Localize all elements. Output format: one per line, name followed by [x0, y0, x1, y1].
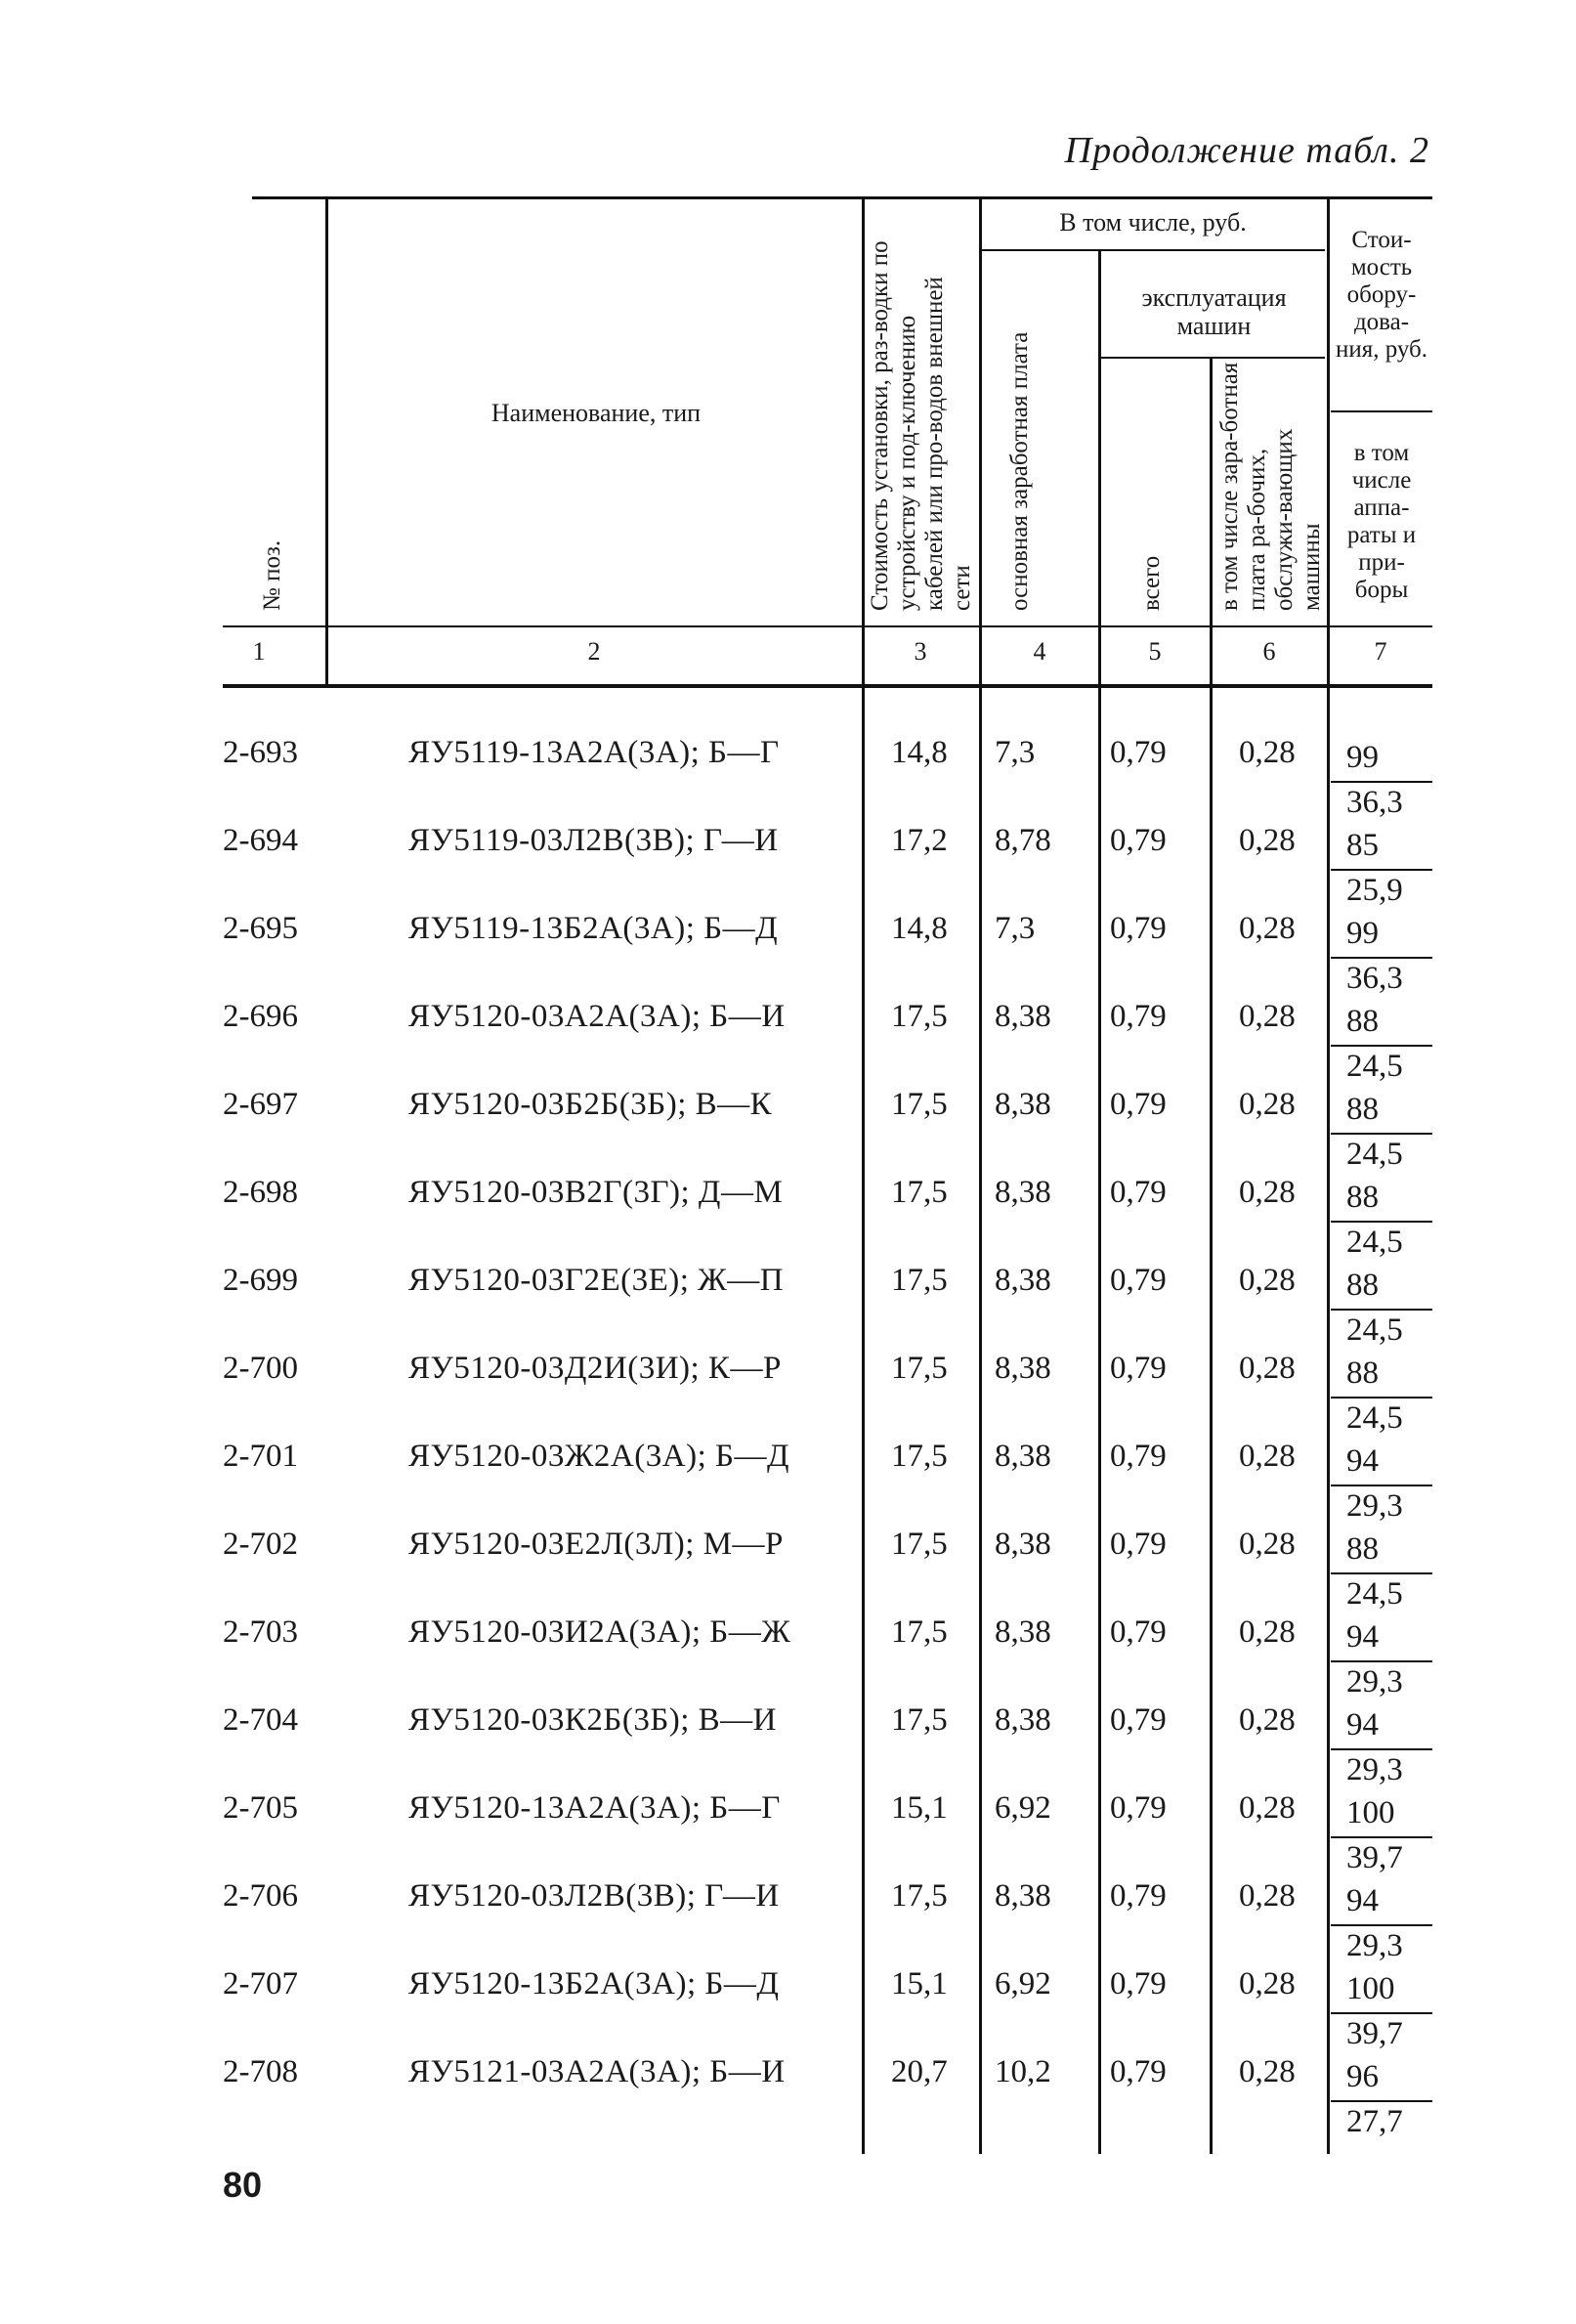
row-8-pos: 2-700 [223, 1351, 298, 1386]
row-6-equipment: 88 [1346, 1180, 1379, 1215]
col-divider-5 [1210, 357, 1213, 2154]
row-1-name: ЯУ5119-13А2А(3А); Б—Г [408, 735, 780, 770]
row-5-machine-salary: 0,28 [1239, 1087, 1296, 1122]
row-3-machine-total: 0,79 [1110, 911, 1167, 946]
row-12-installation: 17,5 [891, 1702, 948, 1738]
row-2-equipment-divider [1331, 869, 1432, 871]
row-1-salary: 7,3 [995, 735, 1036, 770]
header-name: Наименование, тип [490, 399, 702, 427]
row-15-machine-total: 0,79 [1110, 1966, 1167, 2001]
row-4-name: ЯУ5120-03А2А(3А); Б—И [408, 999, 786, 1034]
row-13-machine-salary: 0,28 [1239, 1790, 1296, 1826]
header-pos: № поз. [259, 539, 285, 611]
col-divider-2 [862, 199, 865, 2154]
row-6-pos: 2-698 [223, 1175, 298, 1210]
row-4-equipment-divider [1331, 1045, 1432, 1047]
row-8-devices: 24,5 [1346, 1400, 1403, 1436]
col-number-5: 5 [1148, 637, 1162, 666]
row-5-installation: 17,5 [891, 1087, 948, 1122]
row-14-equipment: 94 [1346, 1883, 1379, 1918]
row-10-devices: 24,5 [1346, 1576, 1403, 1612]
row-14-machine-salary: 0,28 [1239, 1878, 1296, 1914]
row-12-equipment-divider [1331, 1748, 1432, 1750]
row-11-equipment-divider [1331, 1660, 1432, 1662]
row-7-machine-salary: 0,28 [1239, 1263, 1296, 1298]
row-10-salary: 8,38 [995, 1527, 1051, 1562]
row-11-installation: 17,5 [891, 1614, 948, 1650]
header-subgroup: эксплуатация машин [1141, 283, 1287, 341]
row-4-pos: 2-696 [223, 999, 298, 1034]
row-11-name: ЯУ5120-03И2А(3А); Б—Ж [408, 1614, 791, 1650]
row-13-salary: 6,92 [995, 1790, 1051, 1826]
row-4-salary: 8,38 [995, 999, 1051, 1034]
row-13-name: ЯУ5120-13А2А(3А); Б—Г [408, 1790, 781, 1826]
row-10-pos: 2-702 [223, 1527, 298, 1562]
row-14-installation: 17,5 [891, 1878, 948, 1914]
header-equipment-cost: Стои-мость обору-дова-ния, руб. [1335, 227, 1428, 363]
row-2-name: ЯУ5119-03Л2В(3В); Г—И [408, 823, 779, 858]
row-11-machine-salary: 0,28 [1239, 1614, 1296, 1650]
row-13-equipment: 100 [1346, 1795, 1395, 1830]
row-9-equipment: 94 [1346, 1443, 1379, 1479]
header-basic-salary [1006, 288, 1034, 611]
row-7-devices: 24,5 [1346, 1313, 1403, 1348]
row-7-salary: 8,38 [995, 1263, 1051, 1298]
row-16-installation: 20,7 [891, 2054, 948, 2089]
row-8-machine-salary: 0,28 [1239, 1351, 1296, 1386]
row-13-machine-total: 0,79 [1110, 1790, 1167, 1826]
row-7-name: ЯУ5120-03Г2Е(3Е); Ж—П [408, 1263, 785, 1298]
header-group: В том числе, руб. [1059, 208, 1247, 237]
row-14-equipment-divider [1331, 1924, 1432, 1926]
row-5-devices: 24,5 [1346, 1137, 1403, 1172]
row-5-salary: 8,38 [995, 1087, 1051, 1122]
col-divider-4 [1098, 251, 1101, 2154]
row-8-name: ЯУ5120-03Д2И(3И); К—Р [408, 1351, 782, 1386]
row-16-equipment-divider [1331, 2100, 1432, 2102]
row-14-name: ЯУ5120-03Л2В(3В); Г—И [408, 1878, 780, 1914]
row-12-salary: 8,38 [995, 1702, 1051, 1738]
row-8-equipment-divider [1331, 1397, 1432, 1399]
row-5-machine-total: 0,79 [1110, 1087, 1167, 1122]
row-6-name: ЯУ5120-03В2Г(3Г); Д—М [408, 1175, 784, 1210]
row-4-machine-salary: 0,28 [1239, 999, 1296, 1034]
table-caption: Продолжение табл. 2 [1064, 130, 1429, 171]
row-8-machine-total: 0,79 [1110, 1351, 1167, 1386]
row-1-installation: 14,8 [891, 735, 948, 770]
col-number-6: 6 [1262, 637, 1276, 666]
row-3-salary: 7,3 [995, 911, 1036, 946]
row-6-machine-total: 0,79 [1110, 1175, 1167, 1210]
row-2-equipment: 85 [1346, 828, 1379, 863]
header-bottom-rule [223, 625, 1432, 627]
col-divider-3 [979, 199, 982, 2154]
row-10-equipment-divider [1331, 1572, 1432, 1574]
group-rule [981, 249, 1325, 251]
row-2-devices: 25,9 [1346, 873, 1403, 908]
row-7-pos: 2-699 [223, 1263, 298, 1298]
row-3-machine-salary: 0,28 [1239, 911, 1296, 946]
header-machine-salary [1216, 362, 1326, 611]
row-2-salary: 8,78 [995, 823, 1051, 858]
row-11-devices: 29,3 [1346, 1664, 1403, 1700]
row-2-machine-salary: 0,28 [1239, 823, 1296, 858]
row-10-machine-total: 0,79 [1110, 1527, 1167, 1562]
row-3-pos: 2-695 [223, 911, 298, 946]
header-installation-cost-text: Стоимость установки, раз-водки по устройству и под-ключению кабелей или про-водов внешней сети [867, 240, 975, 611]
row-12-name: ЯУ5120-03К2Б(3Б); В—И [408, 1702, 778, 1738]
header-basic-salary-text: основная заработная плата [1006, 331, 1033, 611]
row-7-installation: 17,5 [891, 1263, 948, 1298]
row-1-machine-salary: 0,28 [1239, 735, 1296, 770]
row-11-salary: 8,38 [995, 1614, 1051, 1650]
col-divider-6 [1327, 199, 1330, 2154]
row-16-devices: 27,7 [1346, 2104, 1403, 2139]
col-number-1: 1 [252, 637, 266, 666]
row-10-installation: 17,5 [891, 1527, 948, 1562]
row-16-machine-total: 0,79 [1110, 2054, 1167, 2089]
row-5-pos: 2-697 [223, 1087, 298, 1122]
header-total: всего [1138, 555, 1165, 611]
row-13-equipment-divider [1331, 1836, 1432, 1838]
col7-split-rule [1331, 410, 1432, 412]
row-4-devices: 24,5 [1346, 1049, 1403, 1084]
row-13-pos: 2-705 [223, 1790, 298, 1826]
row-14-pos: 2-706 [223, 1878, 298, 1914]
row-14-salary: 8,38 [995, 1878, 1051, 1914]
row-16-pos: 2-708 [223, 2054, 298, 2089]
col-number-3: 3 [914, 637, 927, 666]
row-7-equipment: 88 [1346, 1268, 1379, 1303]
col-number-7: 7 [1374, 637, 1387, 666]
row-6-equipment-divider [1331, 1221, 1432, 1223]
row-4-equipment: 88 [1346, 1004, 1379, 1039]
row-7-equipment-divider [1331, 1309, 1432, 1311]
col-divider-1 [325, 199, 328, 684]
row-12-equipment: 94 [1346, 1707, 1379, 1743]
row-12-machine-salary: 0,28 [1239, 1702, 1296, 1738]
row-5-name: ЯУ5120-03Б2Б(3Б); В—К [408, 1087, 773, 1122]
col-number-2: 2 [587, 637, 601, 666]
row-15-installation: 15,1 [891, 1966, 948, 2001]
row-15-machine-salary: 0,28 [1239, 1966, 1296, 2001]
row-15-equipment-divider [1331, 2012, 1432, 2014]
row-9-salary: 8,38 [995, 1439, 1051, 1474]
row-3-equipment: 99 [1346, 916, 1379, 951]
row-15-pos: 2-707 [223, 1966, 298, 2001]
row-14-devices: 29,3 [1346, 1928, 1403, 1963]
row-9-pos: 2-701 [223, 1439, 298, 1474]
row-1-equipment-divider [1331, 781, 1432, 783]
row-11-equipment: 94 [1346, 1619, 1379, 1655]
row-2-pos: 2-694 [223, 823, 298, 858]
header-equipment-devices: в том числе аппа-раты и при-боры [1346, 440, 1417, 603]
row-1-devices: 36,3 [1346, 785, 1403, 820]
row-16-salary: 10,2 [995, 2054, 1051, 2089]
row-16-machine-salary: 0,28 [1239, 2054, 1296, 2089]
row-8-installation: 17,5 [891, 1351, 948, 1386]
row-3-devices: 36,3 [1346, 961, 1403, 996]
row-6-devices: 24,5 [1346, 1225, 1403, 1260]
row-16-equipment: 96 [1346, 2059, 1379, 2094]
row-12-machine-total: 0,79 [1110, 1702, 1167, 1738]
header-installation-cost [867, 230, 976, 611]
row-11-pos: 2-703 [223, 1614, 298, 1650]
row-9-devices: 29,3 [1346, 1488, 1403, 1524]
page-number: 80 [223, 2165, 263, 2205]
row-10-machine-salary: 0,28 [1239, 1527, 1296, 1562]
row-15-devices: 39,7 [1346, 2016, 1403, 2051]
row-2-machine-total: 0,79 [1110, 823, 1167, 858]
row-8-salary: 8,38 [995, 1351, 1051, 1386]
row-10-equipment: 88 [1346, 1531, 1379, 1567]
row-7-machine-total: 0,79 [1110, 1263, 1167, 1298]
row-12-devices: 29,3 [1346, 1752, 1403, 1787]
row-4-installation: 17,5 [891, 999, 948, 1034]
numbers-bottom-rule [223, 684, 1432, 688]
row-9-installation: 17,5 [891, 1439, 948, 1474]
row-6-salary: 8,38 [995, 1175, 1051, 1210]
subgroup-rule [1100, 357, 1325, 359]
row-8-equipment: 88 [1346, 1356, 1379, 1391]
row-5-equipment-divider [1331, 1133, 1432, 1135]
row-10-name: ЯУ5120-03Е2Л(3Л); М—Р [408, 1527, 784, 1562]
row-14-machine-total: 0,79 [1110, 1878, 1167, 1914]
row-3-equipment-divider [1331, 957, 1432, 959]
row-9-equipment-divider [1331, 1485, 1432, 1486]
row-2-installation: 17,2 [891, 823, 948, 858]
row-12-pos: 2-704 [223, 1702, 298, 1738]
row-1-equipment: 99 [1346, 740, 1379, 775]
col-number-4: 4 [1033, 637, 1046, 666]
row-15-equipment: 100 [1346, 1971, 1395, 2006]
row-9-name: ЯУ5120-03Ж2А(3А); Б—Д [408, 1439, 789, 1474]
row-1-machine-total: 0,79 [1110, 735, 1167, 770]
header-machine-salary-text: в том числе зара-ботная плата ра-бочих, обслужи-вающих машины [1216, 362, 1325, 611]
row-4-machine-total: 0,79 [1110, 999, 1167, 1034]
row-1-pos: 2-693 [223, 735, 298, 770]
row-11-machine-total: 0,79 [1110, 1614, 1167, 1650]
row-16-name: ЯУ5121-03А2А(3А); Б—И [408, 2054, 786, 2089]
row-3-name: ЯУ5119-13Б2А(3А); Б—Д [408, 911, 779, 946]
row-6-machine-salary: 0,28 [1239, 1175, 1296, 1210]
row-13-devices: 39,7 [1346, 1840, 1403, 1875]
row-15-name: ЯУ5120-13Б2А(3А); Б—Д [408, 1966, 780, 2001]
row-13-installation: 15,1 [891, 1790, 948, 1826]
top-rule [252, 196, 1432, 199]
row-6-installation: 17,5 [891, 1175, 948, 1210]
row-3-installation: 14,8 [891, 911, 948, 946]
row-9-machine-total: 0,79 [1110, 1439, 1167, 1474]
row-15-salary: 6,92 [995, 1966, 1051, 2001]
row-9-machine-salary: 0,28 [1239, 1439, 1296, 1474]
row-5-equipment: 88 [1346, 1092, 1379, 1127]
